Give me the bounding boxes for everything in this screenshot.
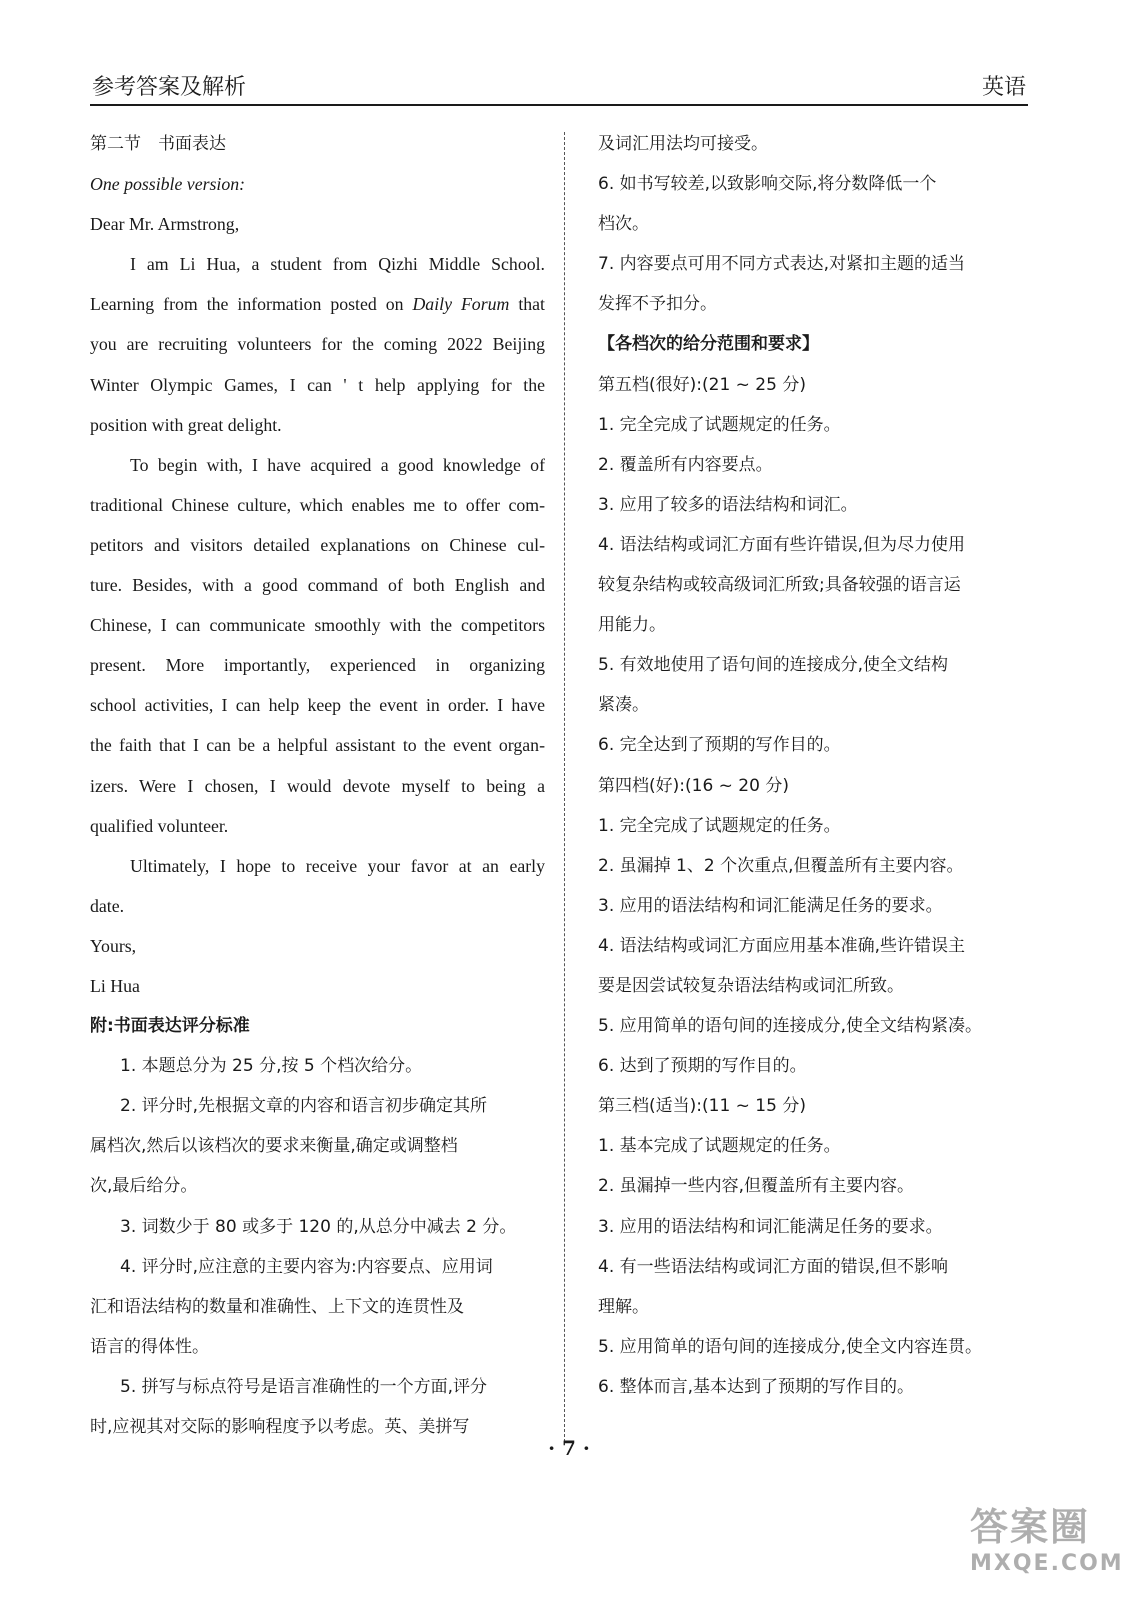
text-line: 5. 拼写与标点符号是语言准确性的一个方面,评分 — [120, 1376, 488, 1397]
text-line: the faith that I can be a helpful assistant to the event organ- — [90, 735, 545, 756]
text-line: traditional Chinese culture, which enables me to offer com- — [90, 494, 545, 515]
text-line: 4. 语法结构或词汇方面有些许错误,但为尽力使用 — [598, 534, 966, 555]
text-line: 发挥不予扣分。 — [598, 294, 717, 315]
text-line: Yours, — [90, 935, 137, 956]
text-line: 1. 完全完成了试题规定的任务。 — [598, 815, 841, 836]
text-line: Winter Olympic Games, I can ' t help applying for the — [90, 374, 545, 395]
publication-name: Daily Forum — [412, 294, 510, 315]
text-line: 1. 基本完成了试题规定的任务。 — [598, 1136, 841, 1157]
text-line: petitors and visitors detailed explanations on Chinese cul- — [90, 534, 545, 555]
header-title: 参考答案及解析 — [92, 75, 247, 100]
text-line: 6. 如书写较差,以致影响交际,将分数降低一个 — [598, 174, 937, 195]
column-divider — [564, 132, 565, 1442]
text-line: 档次。 — [598, 214, 649, 235]
text-line: 4. 有一些语法结构或词汇方面的错误,但不影响 — [598, 1256, 949, 1277]
text-line: 【各档次的给分范围和要求】 — [598, 334, 819, 355]
page-header — [90, 68, 1028, 106]
text-line: 第四档(好):(16 ~ 20 分) — [598, 775, 789, 796]
text-line: 6. 整体而言,基本达到了预期的写作目的。 — [598, 1376, 915, 1397]
right-column — [598, 124, 1028, 1407]
text-line: 3. 应用的语法结构和词汇能满足任务的要求。 — [598, 1216, 943, 1237]
text-line: 2. 评分时,先根据文章的内容和语言初步确定其所 — [120, 1096, 488, 1117]
text-line: 6. 完全达到了预期的写作目的。 — [598, 735, 841, 756]
text-line: 较复杂结构或较高级词汇所致;具备较强的语言运 — [598, 575, 961, 596]
text-line: Li Hua — [90, 975, 140, 996]
page-number: · 7 · — [548, 1436, 590, 1460]
text-line: you are recruiting volunteers for the coming 2022 Beijing — [90, 334, 545, 355]
watermark-logo-url: MXQE.COM — [970, 1551, 1124, 1576]
text-line: 2. 覆盖所有内容要点。 — [598, 454, 773, 475]
text-line: 第三档(适当):(11 ~ 15 分) — [598, 1096, 806, 1117]
text-line: 6. 达到了预期的写作目的。 — [598, 1056, 807, 1077]
text-line: 1. 完全完成了试题规定的任务。 — [598, 414, 841, 435]
text-line: 5. 有效地使用了语句间的连接成分,使全文结构 — [598, 655, 949, 676]
text-line: 4. 评分时,应注意的主要内容为:内容要点、应用词 — [120, 1256, 493, 1277]
text-line: Learning from the information posted on Daily Forum that — [90, 294, 545, 315]
text-line: 3. 应用的语法结构和词汇能满足任务的要求。 — [598, 895, 943, 916]
watermark-logo-text: 答案圈 — [970, 1505, 1091, 1549]
text-line: Ultimately, I hope to receive your favor at an early — [130, 855, 545, 876]
watermark-logo — [970, 1496, 1124, 1586]
text-line: 第五档(很好):(21 ~ 25 分) — [598, 374, 806, 395]
text-line: I am Li Hua, a student from Qizhi Middle School. — [130, 254, 545, 275]
text-line: 第二节 书面表达 — [90, 134, 226, 154]
text-line: 5. 应用简单的语句间的连接成分,使全文结构紧凑。 — [598, 1016, 983, 1037]
text-line: 5. 应用简单的语句间的连接成分,使全文内容连贯。 — [598, 1336, 983, 1357]
text-line: 2. 虽漏掉 1、2 个次重点,但覆盖所有主要内容。 — [598, 855, 964, 876]
text-line: One possible version: — [90, 174, 246, 195]
text-line: 理解。 — [598, 1296, 649, 1317]
text-line: 及词汇用法均可接受。 — [598, 134, 768, 154]
text-line: school activities, I can help keep the event in order. I have — [90, 695, 545, 716]
text-line: 3. 应用了较多的语法结构和词汇。 — [598, 494, 858, 515]
text-line: 紧凑。 — [598, 695, 649, 716]
text-line: 1. 本题总分为 25 分,按 5 个档次给分。 — [120, 1056, 423, 1077]
text-line: Chinese, I can communicate smoothly with the competitors — [90, 615, 545, 636]
left-column — [90, 124, 545, 1447]
text-line: 语言的得体性。 — [90, 1336, 209, 1357]
text-line: 时,应视其对交际的影响程度予以考虑。英、美拼写 — [90, 1417, 470, 1437]
text-line: ture. Besides, with a good command of both English and — [90, 575, 545, 596]
text-line: 4. 语法结构或词汇方面应用基本准确,些许错误主 — [598, 935, 966, 956]
text-line: 属档次,然后以该档次的要求来衡量,确定或调整档 — [90, 1136, 458, 1157]
text-line: 2. 虽漏掉一些内容,但覆盖所有主要内容。 — [598, 1176, 915, 1197]
text-line: 用能力。 — [598, 615, 666, 636]
text-line: qualified volunteer. — [90, 815, 229, 836]
text-line: To begin with, I have acquired a good knowledge of — [130, 454, 545, 475]
text-line: 3. 词数少于 80 或多于 120 的,从总分中减去 2 分。 — [120, 1216, 517, 1237]
text-line: 次,最后给分。 — [90, 1176, 198, 1197]
text-line: Dear Mr. Armstrong, — [90, 214, 240, 235]
text-line: position with great delight. — [90, 414, 282, 435]
text-line: 附:书面表达评分标准 — [90, 1016, 250, 1037]
text-line: date. — [90, 895, 125, 916]
text-line: 要是因尝试较复杂语法结构或词汇所致。 — [598, 975, 904, 996]
text-line: 汇和语法结构的数量和准确性、上下文的连贯性及 — [90, 1296, 464, 1317]
text-line: izers. Were I chosen, I would devote myself to being a — [90, 775, 545, 796]
text-line: present. More importantly, experienced in organizing — [90, 655, 545, 676]
header-subject: 英语 — [981, 75, 1026, 100]
text-line: 7. 内容要点可用不同方式表达,对紧扣主题的适当 — [598, 254, 966, 275]
